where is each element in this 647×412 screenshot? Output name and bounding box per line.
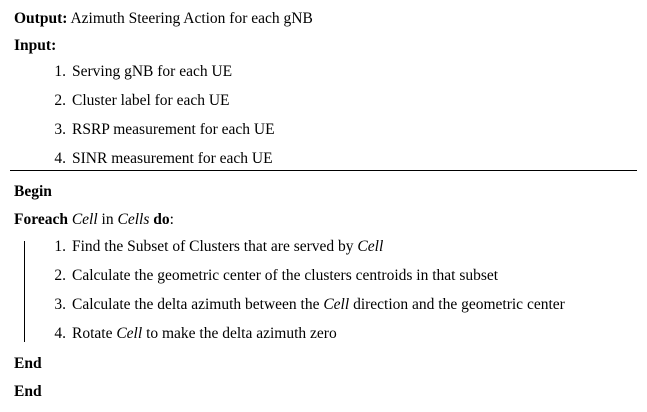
list-item [10,295,637,315]
begin-keyword: Begin [14,182,52,200]
list-item-text-emph: Cell [323,295,350,313]
foreach-collection: Cells [117,211,150,229]
divider-rule [10,170,637,171]
list-item-number: 4. [54,324,66,342]
foreach-step-list [10,237,637,345]
list-item [10,324,637,344]
foreach-in: in [101,211,114,229]
list-item [10,62,637,82]
list-item-text: Serving gNB for each UE [72,63,233,80]
list-item-text-pre: Calculate the delta azimuth between the [72,295,324,313]
list-item-number: 1. [54,63,66,80]
list-item-number: 4. [54,150,66,168]
list-item-text: SINR measurement for each UE [72,150,273,168]
list-item-text: Cluster label for each UE [72,92,230,110]
foreach-do: do [153,211,170,229]
list-item-number: 3. [54,295,66,313]
foreach-line [14,212,637,228]
list-item-text-post: to make the delta azimuth zero [142,324,337,342]
list-item [10,237,637,257]
list-item [10,120,637,140]
list-item-text: RSRP measurement for each UE [72,121,275,139]
list-item [10,149,637,169]
foreach-var: Cell [71,211,98,229]
list-item-number: 2. [54,266,66,284]
list-item [10,91,637,111]
end-inner-keyword: End [14,355,42,373]
begin-line [14,184,637,200]
foreach-colon: : [169,211,174,229]
output-line [14,11,637,27]
output-label: Output [14,10,63,27]
end-outer-keyword: End [14,382,42,400]
foreach-keyword: Foreach [14,211,68,229]
input-list [10,62,637,170]
output-colon: : [62,10,68,27]
list-item-text-emph: Cell [116,324,143,342]
list-item [10,266,637,286]
list-item-text-pre: Find the Subset of Clusters that are served by [72,237,358,255]
list-item-number: 3. [54,121,66,139]
list-item-text-post: direction and the geometric center [349,295,565,313]
input-line [14,38,637,54]
list-item-text-emph: Cell [357,237,384,255]
list-item-number: 2. [54,92,66,110]
output-text: Azimuth Steering Action for each gNB [70,10,313,27]
foreach-body [10,237,637,345]
input-colon: : [51,36,57,54]
list-item-text-pre: Rotate [72,324,117,342]
end-outer-line [14,384,637,400]
list-item-number: 1. [54,237,66,255]
input-label: Input [14,36,52,54]
list-item-text-pre: Calculate the geometric center of the clusters centroids in that subset [72,266,499,284]
end-inner-line [14,356,637,372]
